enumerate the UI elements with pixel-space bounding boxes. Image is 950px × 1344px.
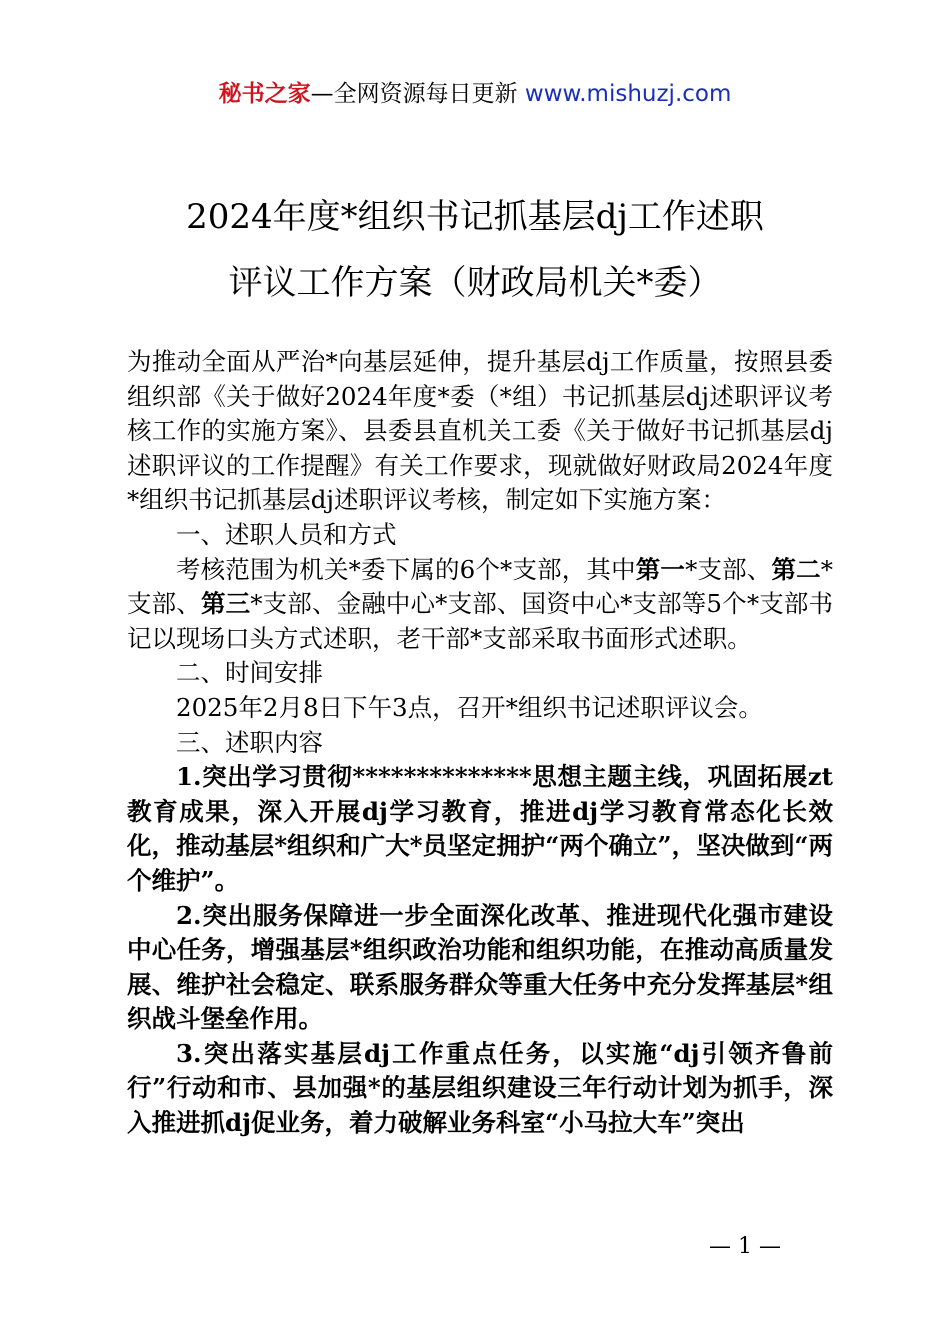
document-body (127, 345, 833, 1141)
content-item-3: 3.突出落实基层dj工作重点任务，以实施“dj引领齐鲁前行”行动和市、县加强*的基层组织建设三年行动计划为抓手，深入推进抓dj促业务，着力破解业务科室“小马拉大车”突出 (127, 1038, 833, 1138)
site-name: 秘书之家 (218, 81, 311, 107)
title-line-1: 2024年度*组织书记抓基层dj工作述职 (186, 197, 764, 237)
personnel-bold-second: 第二 (771, 554, 821, 584)
content-item-2: 2.突出服务保障进一步全面深化改革、推进现代化强市建设中心任务，增强基层*组织政治功能和组织功能，在推动高质量发展、维护社会稳定、联系服务群众等重大任务中充分发挥基层*组织战斗堡垒作用。 (127, 900, 833, 1034)
section-heading-schedule: 二、时间安排 (176, 658, 323, 688)
intro-paragraph: 为推动全面从严治*向基层延伸，提升基层dj工作质量，按照县委组织部《关于做好2024年度*委（*组）书记抓基层dj述职评议考核工作的实施方案》、县委县直机关工委《关于做好书记抓基层dj述职评议的工作提醒》有关工作要求，现就做好财政局2024年度*组织书记抓基层dj述职评议考核，制定如下实施方案： (127, 347, 833, 515)
content-item-1: 1.突出学习贯彻**************思想主题主线，巩固拓展zt教育成果，深入开展dj学习教育，推进dj学习教育常态化长效化，推动基层*组织和广大*员坚定拥护“两个确立”，坚决做到“两个维护”。 (127, 762, 833, 895)
document-title (60, 184, 890, 316)
personnel-text-part: 考核范围为机关*委下属的6个*支部，其中 (176, 554, 636, 584)
schedule-paragraph: 2025年2月8日下午3点，召开*组织书记述职评议会。 (176, 692, 763, 722)
personnel-text-part: *支部、金融中心*支部、国资中心*支部等5个*支部书记以现场口头方式述职，老干部*支部采取书面形式述职。 (127, 589, 834, 653)
title-line-2: 评议工作方案（财政局机关*委） (228, 263, 722, 303)
personnel-bold-first: 第一 (635, 554, 686, 584)
site-slogan: —全网资源每日更新 (310, 81, 525, 107)
site-header (0, 78, 950, 110)
personnel-paragraph (127, 553, 833, 657)
section-heading-content: 三、述职内容 (176, 727, 323, 757)
site-url-link[interactable]: www.mishuzj.com (524, 81, 732, 107)
page-number: — 1 — (709, 1234, 781, 1259)
personnel-text-part: *支部、 (685, 554, 772, 584)
section-heading-personnel: 一、述职人员和方式 (176, 519, 397, 549)
personnel-text-part: *支部、 (127, 554, 834, 619)
personnel-bold-third: 第三 (200, 589, 251, 619)
